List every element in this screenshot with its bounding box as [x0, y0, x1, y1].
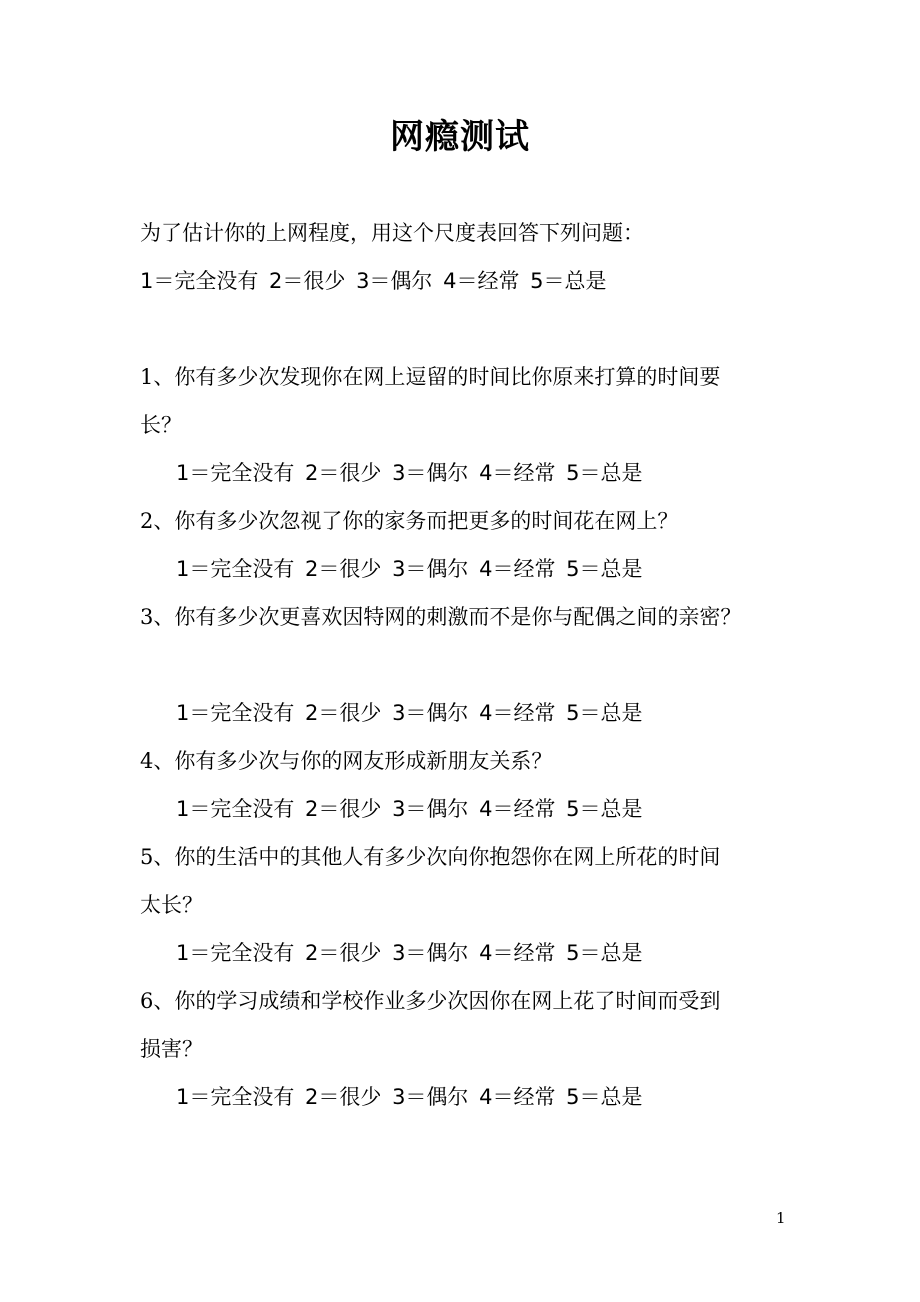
scale-legend: 1＝完全没有 2＝很少 3＝偶尔 4＝经常 5＝总是 [140, 269, 607, 293]
question-4-scale: 1＝完全没有 2＝很少 3＝偶尔 4＝经常 5＝总是 [176, 797, 643, 821]
question-2-line-1: 2、你有多少次忽视了你的家务而把更多的时间花在网上？ [140, 509, 679, 533]
question-3-scale: 1＝完全没有 2＝很少 3＝偶尔 4＝经常 5＝总是 [176, 701, 643, 725]
question-3-line-1: 3、你有多少次更喜欢因特网的刺激而不是你与配偶之间的亲密？ [140, 605, 742, 629]
question-6-line-1: 6、你的学习成绩和学校作业多少次因你在网上花了时间而受到 [140, 989, 721, 1013]
question-5-line-1: 5、你的生活中的其他人有多少次向你抱怨你在网上所花的时间 [140, 845, 721, 869]
question-6-line-2: 损害？ [140, 1037, 203, 1061]
question-4-line-1: 4、你有多少次与你的网友形成新朋友关系？ [140, 749, 553, 773]
question-1-line-2: 长？ [140, 413, 182, 437]
question-5-line-2: 太长？ [140, 893, 203, 917]
intro-text: 为了估计你的上网程度，用这个尺度表回答下列问题： [140, 221, 644, 245]
question-5-scale: 1＝完全没有 2＝很少 3＝偶尔 4＝经常 5＝总是 [176, 941, 643, 965]
page-number: 1 [776, 1209, 786, 1227]
question-1-line-1: 1、你有多少次发现你在网上逗留的时间比你原来打算的时间要 [140, 365, 721, 389]
question-1-scale: 1＝完全没有 2＝很少 3＝偶尔 4＝经常 5＝总是 [176, 461, 643, 485]
document-title: 网瘾测试 [390, 117, 530, 157]
question-6-scale: 1＝完全没有 2＝很少 3＝偶尔 4＝经常 5＝总是 [176, 1085, 643, 1109]
question-2-scale: 1＝完全没有 2＝很少 3＝偶尔 4＝经常 5＝总是 [176, 557, 643, 581]
